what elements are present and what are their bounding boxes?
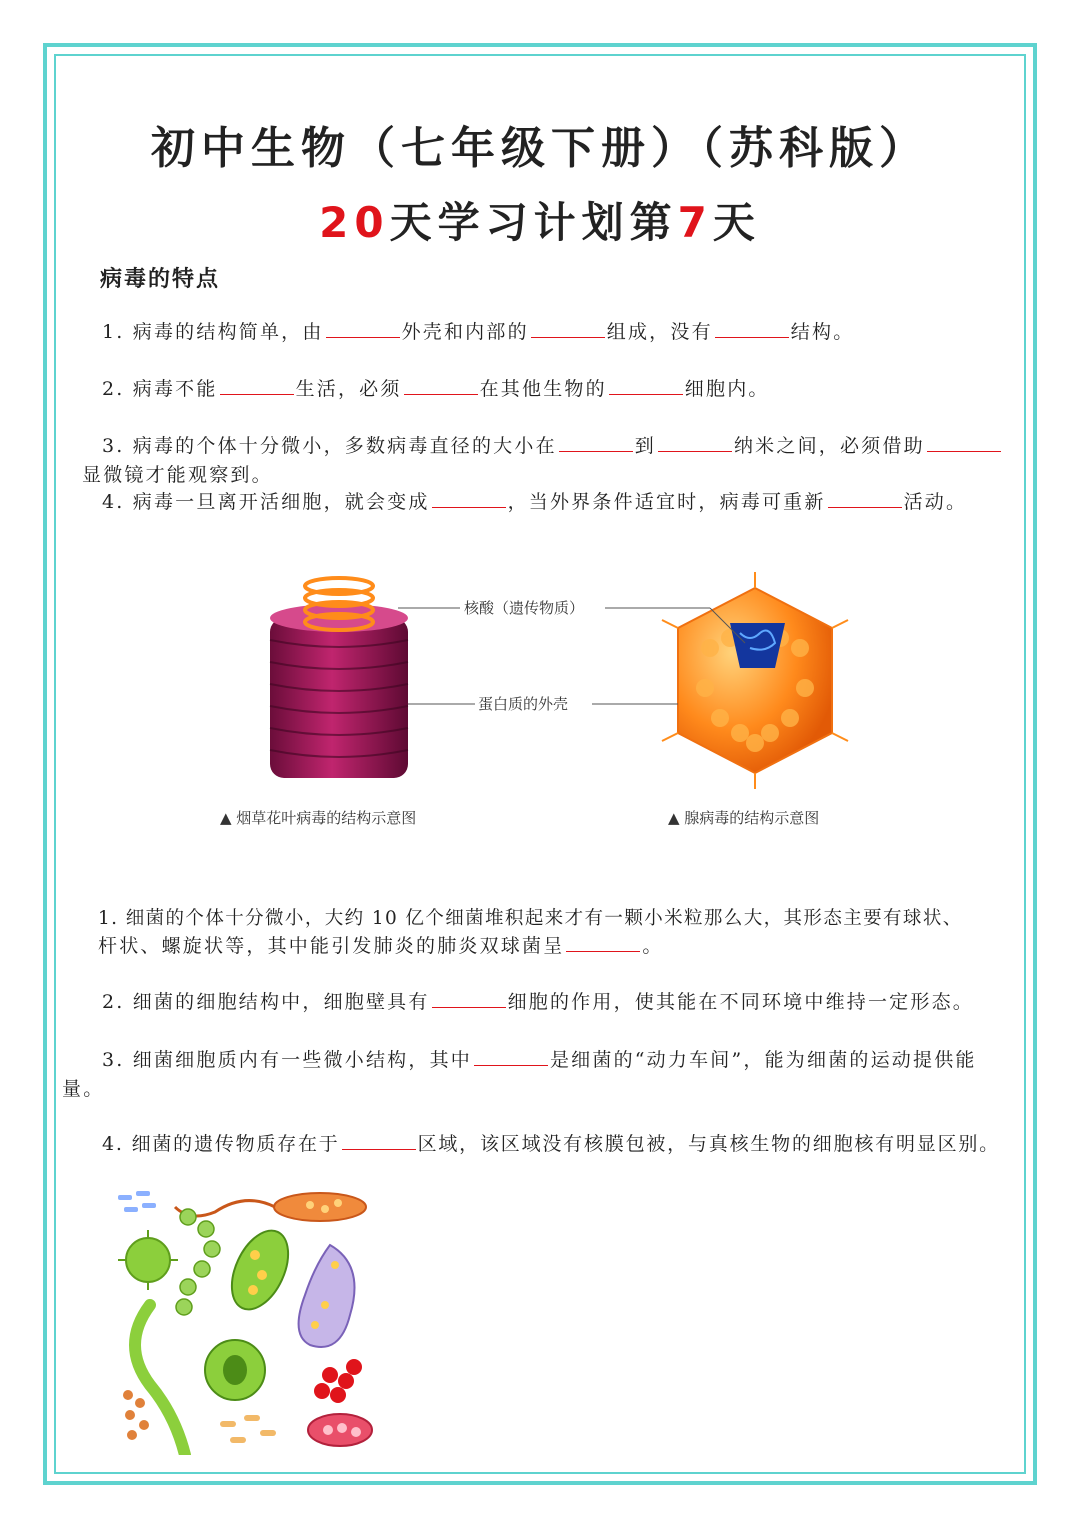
day-total: 20: [319, 198, 390, 247]
answer-blank[interactable]: [609, 376, 683, 395]
subtitle-text: 天学习计划第: [389, 198, 678, 247]
virus-question-2: 2. 病毒不能 生活，必须 在其他生物的 细胞内。: [102, 378, 770, 400]
answer-blank[interactable]: [559, 433, 633, 452]
bacteria-question-1: 1. 细菌的个体十分微小，大约 10 亿个细菌堆积起来才有一颗小米粒那么大，其形态主要有球状、: [98, 908, 963, 929]
bacteria-question-1-continuation: 杆状、螺旋状等，其中能引发肺炎的肺炎双球菌呈 。: [98, 935, 664, 957]
tobacco-mosaic-virus-illustration: [270, 578, 408, 778]
label-nucleic-acid: 核酸（遗传物质）: [464, 599, 585, 617]
answer-blank[interactable]: [715, 319, 789, 338]
caption-tobacco-mosaic: ▲ 烟草花叶病毒的结构示意图: [220, 809, 417, 827]
answer-blank[interactable]: [432, 489, 506, 508]
answer-blank[interactable]: [658, 433, 732, 452]
virus-question-3-continuation: 显微镜才能观察到。: [82, 464, 273, 486]
answer-blank[interactable]: [828, 489, 902, 508]
page-subtitle: [0, 190, 1080, 250]
answer-blank[interactable]: [342, 1131, 416, 1150]
bacteria-question-3: 3. 细菌细胞质内有一些微小结构，其中 是细菌的“动力车间”，能为细菌的运动提供能: [102, 1049, 977, 1071]
virus-structure-figure: [200, 568, 880, 838]
bacteria-illustration: [110, 1185, 400, 1455]
virus-question-4: 4. 病毒一旦离开活细胞，就会变成 ，当外界条件适宜时，病毒可重新 活动。: [102, 491, 968, 513]
answer-blank[interactable]: [927, 433, 1001, 452]
adenovirus-illustration: [662, 572, 848, 789]
virus-question-3: 3. 病毒的个体十分微小，多数病毒直径的大小在 到 纳米之间，必须借助: [102, 432, 1003, 461]
answer-blank[interactable]: [326, 319, 400, 338]
virus-question-1: 1. 病毒的结构简单，由 外壳和内部的 组成，没有 结构。: [102, 321, 855, 343]
label-protein-shell: 蛋白质的外壳: [478, 695, 569, 713]
bacteria-question-4: 4. 细菌的遗传物质存在于 区域，该区域没有核膜包被，与真核生物的细胞核有明显区别。: [102, 1133, 1000, 1155]
answer-blank[interactable]: [432, 989, 506, 1008]
bacteria-question-3-continuation: 量。: [62, 1078, 105, 1100]
page-title: 初中生物（七年级下册）（苏科版）: [151, 123, 929, 174]
day-number: 7: [677, 198, 713, 247]
answer-blank[interactable]: [566, 933, 640, 952]
answer-blank[interactable]: [404, 376, 478, 395]
caption-adenovirus: ▲ 腺病毒的结构示意图: [668, 809, 820, 827]
bacteria-question-2: 2. 细菌的细胞结构中，细胞壁具有 细胞的作用，使其能在不同环境中维持一定形态。: [102, 991, 974, 1013]
answer-blank[interactable]: [220, 376, 294, 395]
answer-blank[interactable]: [474, 1047, 548, 1066]
answer-blank[interactable]: [531, 319, 605, 338]
section-title: 病毒的特点: [100, 266, 221, 292]
subtitle-end: 天: [712, 198, 761, 247]
